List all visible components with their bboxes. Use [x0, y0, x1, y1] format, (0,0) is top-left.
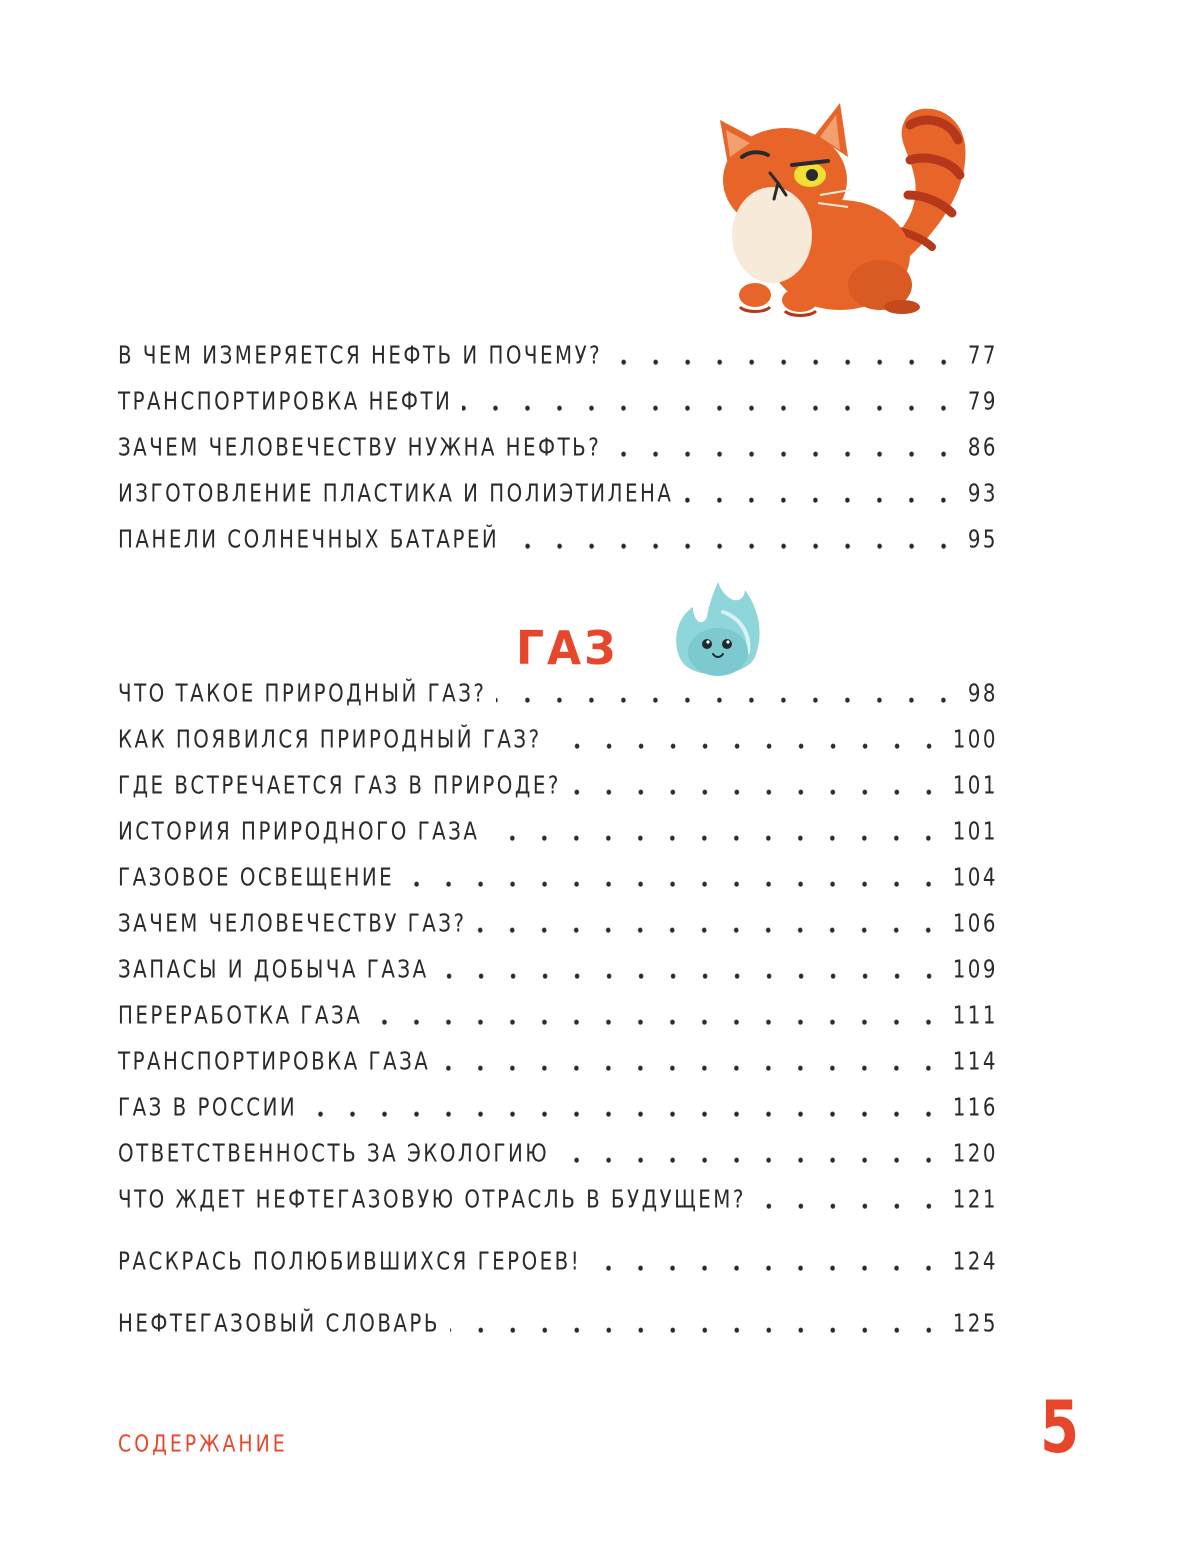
toc-entry[interactable]	[118, 716, 998, 754]
toc-entry-title: ГАЗ В РОССИИ	[118, 1094, 298, 1122]
toc-entry-title: РАСКРАСЬ ПОЛЮБИВШИХСЯ ГЕРОЕВ!	[118, 1248, 582, 1276]
toc-entry-page: 106	[952, 910, 998, 938]
toc-entry[interactable]	[118, 470, 998, 508]
toc-leader-dots	[476, 927, 944, 934]
toc-entry-title: ГАЗОВОЕ ОСВЕЩЕНИЕ	[118, 864, 395, 892]
page-number: 5	[1040, 1385, 1080, 1469]
toc-entry[interactable]	[118, 332, 998, 370]
toc-entry-page: 116	[952, 1094, 998, 1122]
toc-entry-page: 120	[952, 1140, 998, 1168]
toc-entry[interactable]	[118, 1176, 998, 1214]
toc-entry-title: ПАНЕЛИ СОЛНЕЧНЫХ БАТАРЕЙ	[118, 526, 500, 554]
toc-entry-title: ЗАЧЕМ ЧЕЛОВЕЧЕСТВУ ГАЗ?	[118, 910, 467, 938]
toc-leader-dots	[612, 359, 960, 366]
toc-entry-title: В ЧЕМ ИЗМЕРЯЕТСЯ НЕФТЬ И ПОЧЕМУ?	[118, 341, 603, 370]
toc-leader-dots	[756, 1203, 945, 1210]
toc-entry-page: 93	[967, 479, 998, 508]
toc-entry-title: ГДЕ ВСТРЕЧАЕТСЯ ГАЗ В ПРИРОДЕ?	[118, 772, 561, 800]
toc-leader-dots	[372, 1019, 944, 1026]
toc-entry[interactable]	[118, 378, 998, 416]
toc-entry-page: 86	[967, 433, 998, 462]
toc-entry-page: 109	[952, 956, 998, 984]
toc-entry[interactable]	[118, 946, 998, 984]
toc-entry-title: ИЗГОТОВЛЕНИЕ ПЛАСТИКА И ПОЛИЭТИЛЕНА	[118, 479, 674, 508]
toc-entry[interactable]	[118, 516, 998, 554]
toc-leader-dots	[462, 405, 959, 412]
toc-entry-page: 111	[952, 1002, 998, 1030]
toc-entry[interactable]	[118, 1084, 998, 1122]
toc-entry-page: 101	[952, 772, 998, 800]
toc-entry[interactable]	[118, 1238, 998, 1276]
running-footer-label: СОДЕРЖАНИЕ	[118, 1430, 288, 1457]
toc-entry-page: 98	[967, 680, 998, 708]
toc-entry[interactable]	[118, 1130, 998, 1168]
toc-entry-title: ЗАПАСЫ И ДОБЫЧА ГАЗА	[118, 956, 429, 984]
toc-entry[interactable]	[118, 992, 998, 1030]
toc-entry-title: ПЕРЕРАБОТКА ГАЗА	[118, 1002, 363, 1030]
toc-leader-dots	[404, 881, 945, 888]
toc-entry-page: 114	[952, 1048, 998, 1076]
toc-entry[interactable]	[118, 854, 998, 892]
toc-entry-page: 124	[952, 1248, 998, 1276]
toc-entry-title: ИСТОРИЯ ПРИРОДНОГО ГАЗА	[118, 818, 480, 846]
toc-entry[interactable]	[118, 670, 998, 708]
toc-entry[interactable]	[118, 762, 998, 800]
toc-leader-dots	[307, 1111, 945, 1118]
toc-entry-title: ТРАНСПОРТИРОВКА НЕФТИ	[118, 387, 453, 416]
toc-entry-page: 101	[952, 818, 998, 846]
cat-illustration-icon	[720, 95, 970, 320]
toc-entry-title: ЗАЧЕМ ЧЕЛОВЕЧЕСТВУ НУЖНА НЕФТЬ?	[118, 433, 602, 462]
toc-entry-title: НЕФТЕГАЗОВЫЙ СЛОВАРЬ	[118, 1310, 440, 1338]
toc-leader-dots	[591, 1265, 945, 1272]
toc-entry[interactable]	[118, 424, 998, 462]
toc-entry[interactable]	[118, 1038, 998, 1076]
toc-entry-title: КАК ПОЯВИЛСЯ ПРИРОДНЫЙ ГАЗ?	[118, 726, 542, 754]
toc-entry-page: 121	[952, 1186, 998, 1214]
section-heading-gas: ГАЗ	[516, 622, 619, 676]
toc-entry[interactable]	[118, 900, 998, 938]
toc-entry-page: 79	[967, 387, 998, 416]
toc-entry[interactable]	[118, 1300, 998, 1338]
toc-leader-dots	[450, 1327, 945, 1334]
toc-leader-dots	[496, 697, 959, 704]
toc-leader-dots	[559, 1157, 945, 1164]
toc-entry-title: ОТВЕТСТВЕННОСТЬ ЗА ЭКОЛОГИЮ	[118, 1140, 550, 1168]
toc-leader-dots	[683, 497, 959, 504]
toc-entry-page: 125	[952, 1310, 998, 1338]
toc-entry-page: 104	[952, 864, 998, 892]
toc-leader-dots	[611, 451, 960, 458]
toc-leader-dots	[571, 789, 945, 796]
toc-leader-dots	[439, 973, 945, 980]
toc-entry-page: 95	[967, 526, 998, 554]
toc-entry[interactable]	[118, 808, 998, 846]
toc-leader-dots	[489, 835, 944, 842]
toc-leader-dots	[440, 1065, 944, 1072]
toc-entry-title: ТРАНСПОРТИРОВКА ГАЗА	[118, 1048, 431, 1076]
toc-leader-dots	[552, 743, 945, 750]
toc-entry-page: 77	[967, 341, 998, 370]
toc-entry-title: ЧТО ТАКОЕ ПРИРОДНЫЙ ГАЗ?	[118, 680, 487, 708]
toc-entry-page: 100	[952, 726, 998, 754]
toc-entry-title: ЧТО ЖДЕТ НЕФТЕГАЗОВУЮ ОТРАСЛЬ В БУДУЩЕМ?	[118, 1186, 746, 1214]
toc-leader-dots	[509, 543, 960, 550]
